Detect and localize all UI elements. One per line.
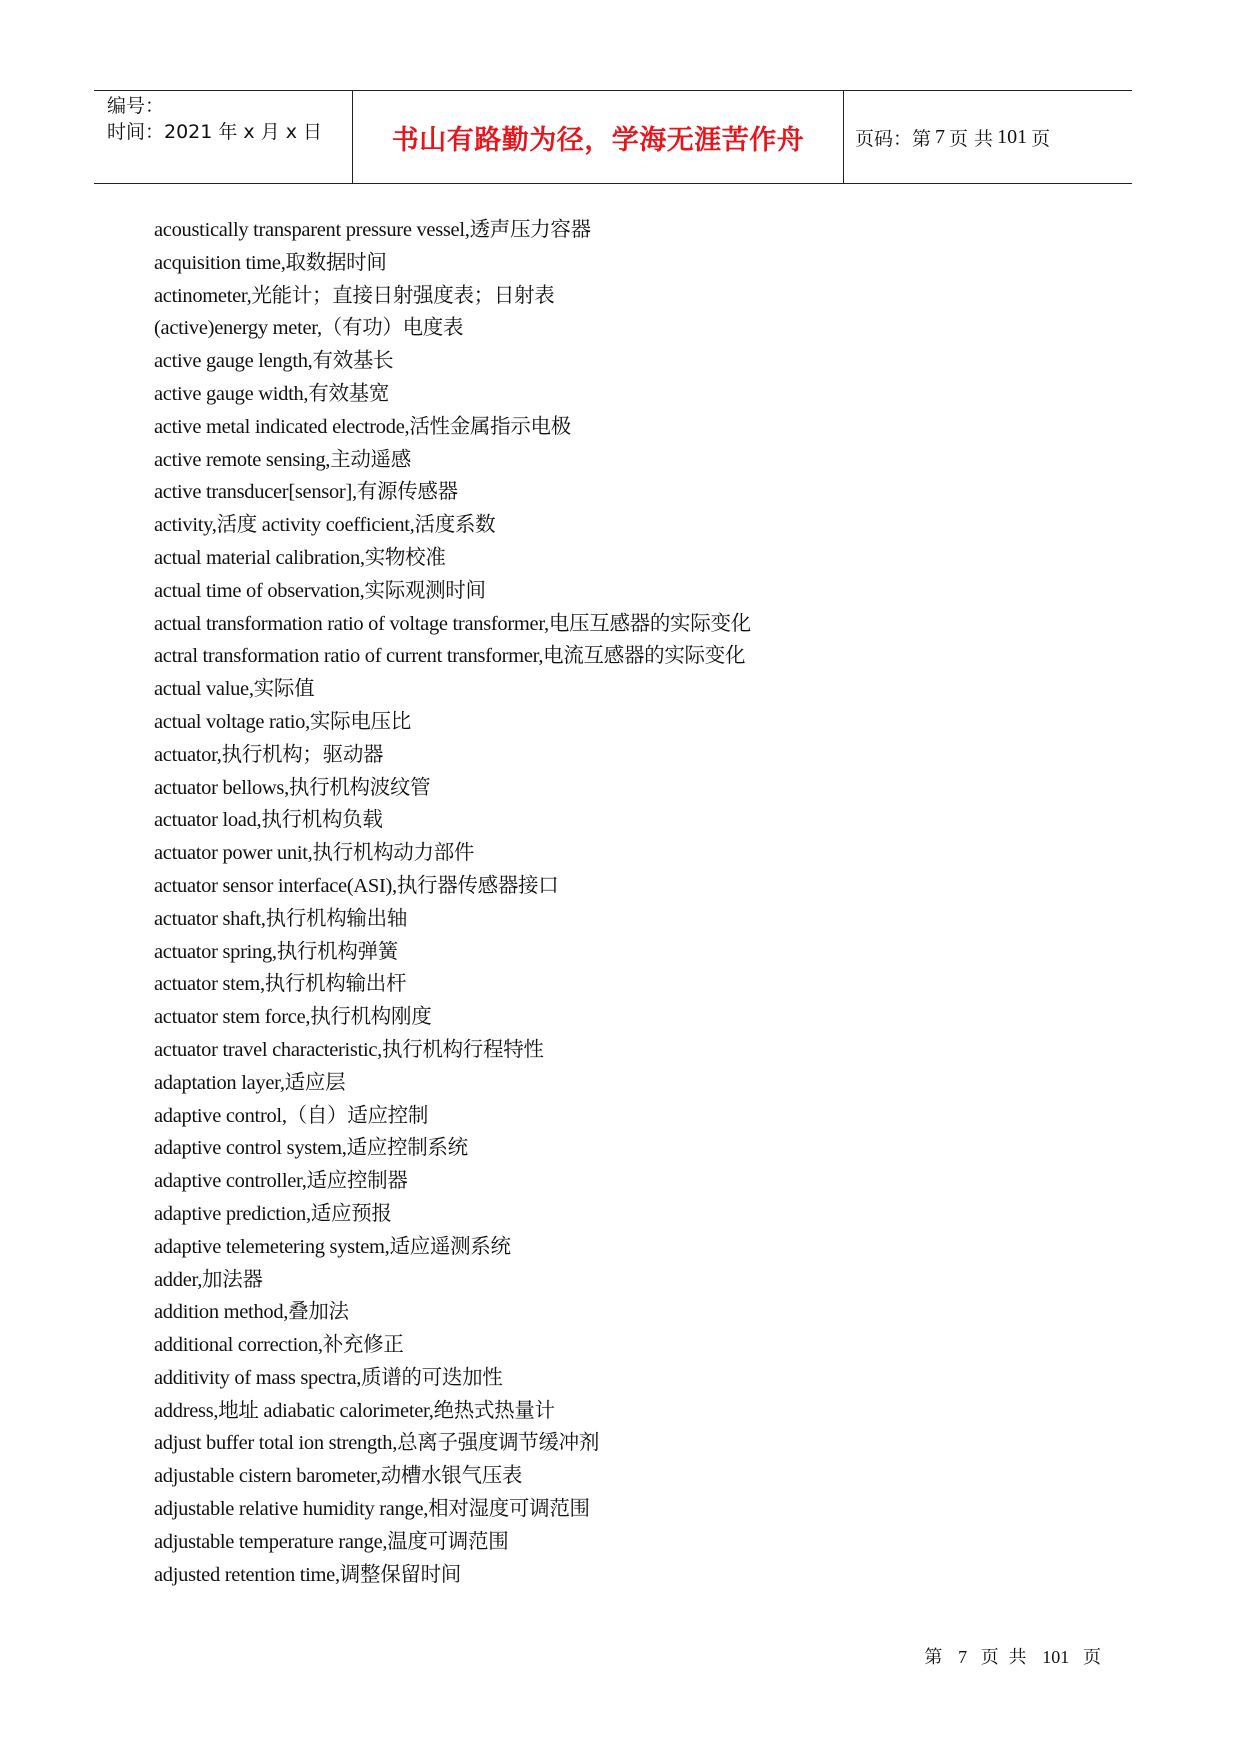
footer-mid: 页 共 [980, 1647, 1029, 1668]
glossary-entry: actuator stem force,执行机构刚度 [154, 1006, 432, 1029]
glossary-entry: adaptive control,（自）适应控制 [154, 1104, 429, 1127]
page-footer [924, 1643, 1103, 1669]
glossary-entry: acquisition time,取数据时间 [154, 251, 387, 274]
glossary-entry: addition method,叠加法 [154, 1301, 349, 1324]
glossary-entry: active remote sensing,主动遥感 [154, 448, 411, 471]
page-total: 101 [997, 125, 1028, 148]
glossary-entry: additivity of mass spectra,质谱的可迭加性 [154, 1366, 503, 1389]
glossary-entry: actual value,实际值 [154, 678, 315, 701]
glossary-entry: adaptive prediction,适应预报 [154, 1202, 392, 1225]
glossary-entry: adaptive telemetering system,适应遥测系统 [154, 1235, 511, 1258]
glossary-entry: activity,活度 activity coefficient,活度系数 [154, 514, 496, 537]
glossary-entry: adjusted retention time,调整保留时间 [154, 1563, 461, 1586]
glossary-entry: active metal indicated electrode,活性金属指示电极 [154, 415, 571, 438]
footer-prefix: 第 [924, 1647, 945, 1668]
glossary-entry: actuator spring,执行机构弹簧 [154, 940, 398, 963]
glossary-entry: actinometer,光能计；直接日射强度表；日射表 [154, 284, 555, 307]
glossary-entry: actuator,执行机构；驱动器 [154, 743, 384, 766]
glossary-entry: acoustically transparent pressure vessel,透声压力容器 [154, 219, 591, 241]
glossary-entry: (active)energy meter,（有功）电度表 [154, 317, 464, 340]
footer-suffix: 页 [1083, 1647, 1103, 1668]
glossary-entry: additional correction,补充修正 [154, 1334, 404, 1357]
glossary-entry: actuator shaft,执行机构输出轴 [154, 907, 408, 930]
glossary-entry: actuator stem,执行机构输出杆 [154, 973, 407, 996]
glossary-entry: adjustable relative humidity range,相对湿度可调范围 [154, 1498, 590, 1521]
footer-current: 7 [958, 1647, 968, 1667]
header-meta [94, 91, 353, 183]
header-motto: 书山有路勤为径，学海无涯苦作舟 [353, 91, 844, 183]
glossary-entry: adjustable temperature range,温度可调范围 [154, 1530, 509, 1553]
glossary-entry: actual time of observation,实际观测时间 [154, 579, 486, 602]
footer-total: 101 [1042, 1647, 1070, 1667]
time-label: 时间：2021 年 x 月 x 日 [107, 121, 323, 143]
page-suffix: 页 [1031, 127, 1051, 150]
page-mid: 页 共 [949, 127, 994, 150]
glossary-entry: actuator bellows,执行机构波纹管 [154, 776, 431, 799]
glossary-entry: actuator travel characteristic,执行机构行程特性 [154, 1038, 544, 1061]
header-page-info [844, 91, 1132, 183]
glossary-entry: actual transformation ratio of voltage transformer,电压互感器的实际变化 [154, 612, 751, 635]
glossary-entry: actual material calibration,实物校准 [154, 546, 446, 569]
glossary-entry: actuator power unit,执行机构动力部件 [154, 842, 475, 865]
page-prefix: 页码：第 [855, 127, 932, 150]
glossary-entry: adjustable cistern barometer,动槽水银气压表 [154, 1465, 523, 1488]
glossary-entry: active gauge length,有效基长 [154, 350, 394, 373]
glossary-entry: actuator sensor interface(ASI),执行器传感器接口 [154, 874, 559, 897]
glossary-entry: adaptation layer,适应层 [154, 1071, 346, 1094]
number-label: 编号： [107, 95, 165, 117]
glossary-entry: adaptive controller,适应控制器 [154, 1170, 408, 1193]
page-current: 7 [935, 125, 946, 148]
page-header [94, 90, 1132, 184]
glossary-entry: actuator load,执行机构负载 [154, 809, 383, 832]
glossary-entry: active transducer[sensor],有源传感器 [154, 481, 458, 504]
glossary-entry: address,地址 adiabatic calorimeter,绝热式热量计 [154, 1399, 555, 1422]
glossary-entry: adjust buffer total ion strength,总离子强度调节缓冲剂 [154, 1432, 600, 1455]
glossary-entry: adaptive control system,适应控制系统 [154, 1137, 468, 1160]
glossary-entry: actual voltage ratio,实际电压比 [154, 710, 411, 733]
glossary-list [154, 214, 751, 1591]
glossary-entry: actral transformation ratio of current transformer,电流互感器的实际变化 [154, 645, 746, 668]
glossary-entry: adder,加法器 [154, 1268, 263, 1291]
glossary-entry: active gauge width,有效基宽 [154, 382, 390, 405]
